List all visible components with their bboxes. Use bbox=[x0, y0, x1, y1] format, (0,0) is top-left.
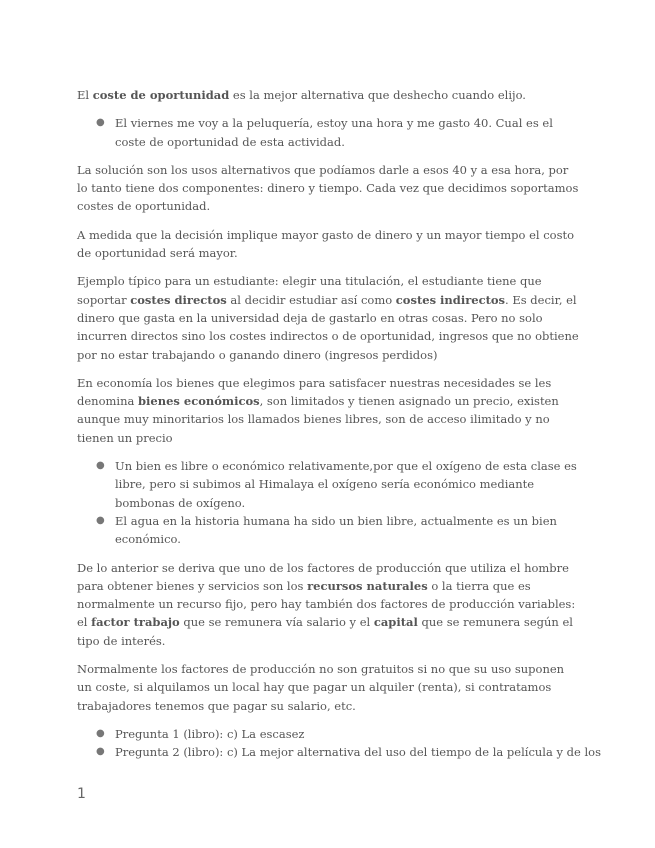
text: es la mejor alternativa que deshecho cuando elijo. bbox=[229, 88, 526, 102]
bold-term: costes indirectos bbox=[395, 292, 506, 307]
paragraph-normalmente: Normalmente los factores de producción no son gratuitos si no que su uso suponen un coste, si alquilamos un local hay que pagar un alquiler (renta), si contratamos trabajadores tenemos que pagar su salario, etc. bbox=[77, 662, 565, 713]
bold-term: capital bbox=[373, 615, 418, 630]
bold-term: costes directos bbox=[130, 292, 227, 307]
document-body bbox=[77, 86, 601, 772]
bullet-list-3 bbox=[77, 725, 601, 762]
bullet-icon: ● bbox=[96, 727, 105, 739]
text: El bbox=[77, 88, 93, 102]
page-number: 1 bbox=[77, 786, 86, 802]
paragraph-coste-oportunidad bbox=[77, 86, 582, 104]
bold-term: coste de oportunidad bbox=[92, 88, 230, 102]
paragraph-factores: De lo anterior se deriva que uno de los factores de producción que utiliza el hombre para obtener bienes y servicios son los recursos naturales o la tierra que es normalmente un recurso fijo, pero hay también dos factores de producción variables: el factor trabajo que se remunera vía salario y el capital que se remunera según el tipo de interés. bbox=[77, 560, 576, 648]
list-item: ● El viernes me voy a la peluquería, estoy una hora y me gasto 40. Cual es el coste de oportunidad de esta actividad. bbox=[96, 116, 553, 149]
paragraph-solucion: La solución son los usos alternativos que podíamos darle a esos 40 y a esa hora, por lo tanto tiene dos componentes: dinero y tiempo. Cada vez que decidimos soportamos costes de oportunidad. bbox=[77, 162, 579, 214]
paragraph-bienes: En economía los bienes que elegimos para satisfacer nuestras necesidades se les denomina bienes económicos, son limitados y tienen asignado un precio, existen aunque muy minoritarios los llamados bienes libres, son de acceso ilimitado y no tienen un precio bbox=[77, 375, 559, 445]
bullet-list-2 bbox=[77, 457, 582, 548]
list-item: ● El agua en la historia humana ha sido un bien libre, actualmente es un bien económico. bbox=[96, 513, 557, 547]
bullet-icon: ● bbox=[96, 117, 105, 129]
bold-term: bienes económicos bbox=[138, 394, 260, 409]
bold-term: recursos naturales bbox=[307, 578, 428, 593]
paragraph-ejemplo: Ejemplo típico para un estudiante: elegir una titulación, el estudiante tiene que soportar costes directos al decidir estudiar así como costes indirectos. Es decir, el dinero que gasta en la universidad deja de gastarlo en otras cosas. Pero no solo incurren directos sino los costes indirectos o de oportunidad, ingresos que no obtiene por no estar trabajando o ganando dinero (ingresos perdidos) bbox=[77, 274, 579, 362]
list-item: ● Pregunta 2 (libro): c) La mejor alternativa del uso del tiempo de la película y de los bbox=[115, 743, 582, 761]
bullet-list-1 bbox=[77, 114, 582, 151]
bullet-icon: ● bbox=[96, 514, 105, 526]
bullet-icon: ● bbox=[96, 460, 105, 472]
list-item: ● Un bien es libre o económico relativamente,por que el oxígeno de esta clase es libre, pero si subimos al Himalaya el oxígeno sería económico mediante bombonas de oxígeno. bbox=[96, 459, 577, 510]
list-item: ● Pregunta 1 (libro): c) La escasez bbox=[115, 725, 582, 743]
paragraph-medida: A medida que la decisión implique mayor gasto de dinero y un mayor tiempo el costo de oportunidad será mayor. bbox=[77, 227, 575, 261]
bold-term: factor trabajo bbox=[91, 615, 180, 630]
bullet-icon: ● bbox=[96, 746, 105, 758]
